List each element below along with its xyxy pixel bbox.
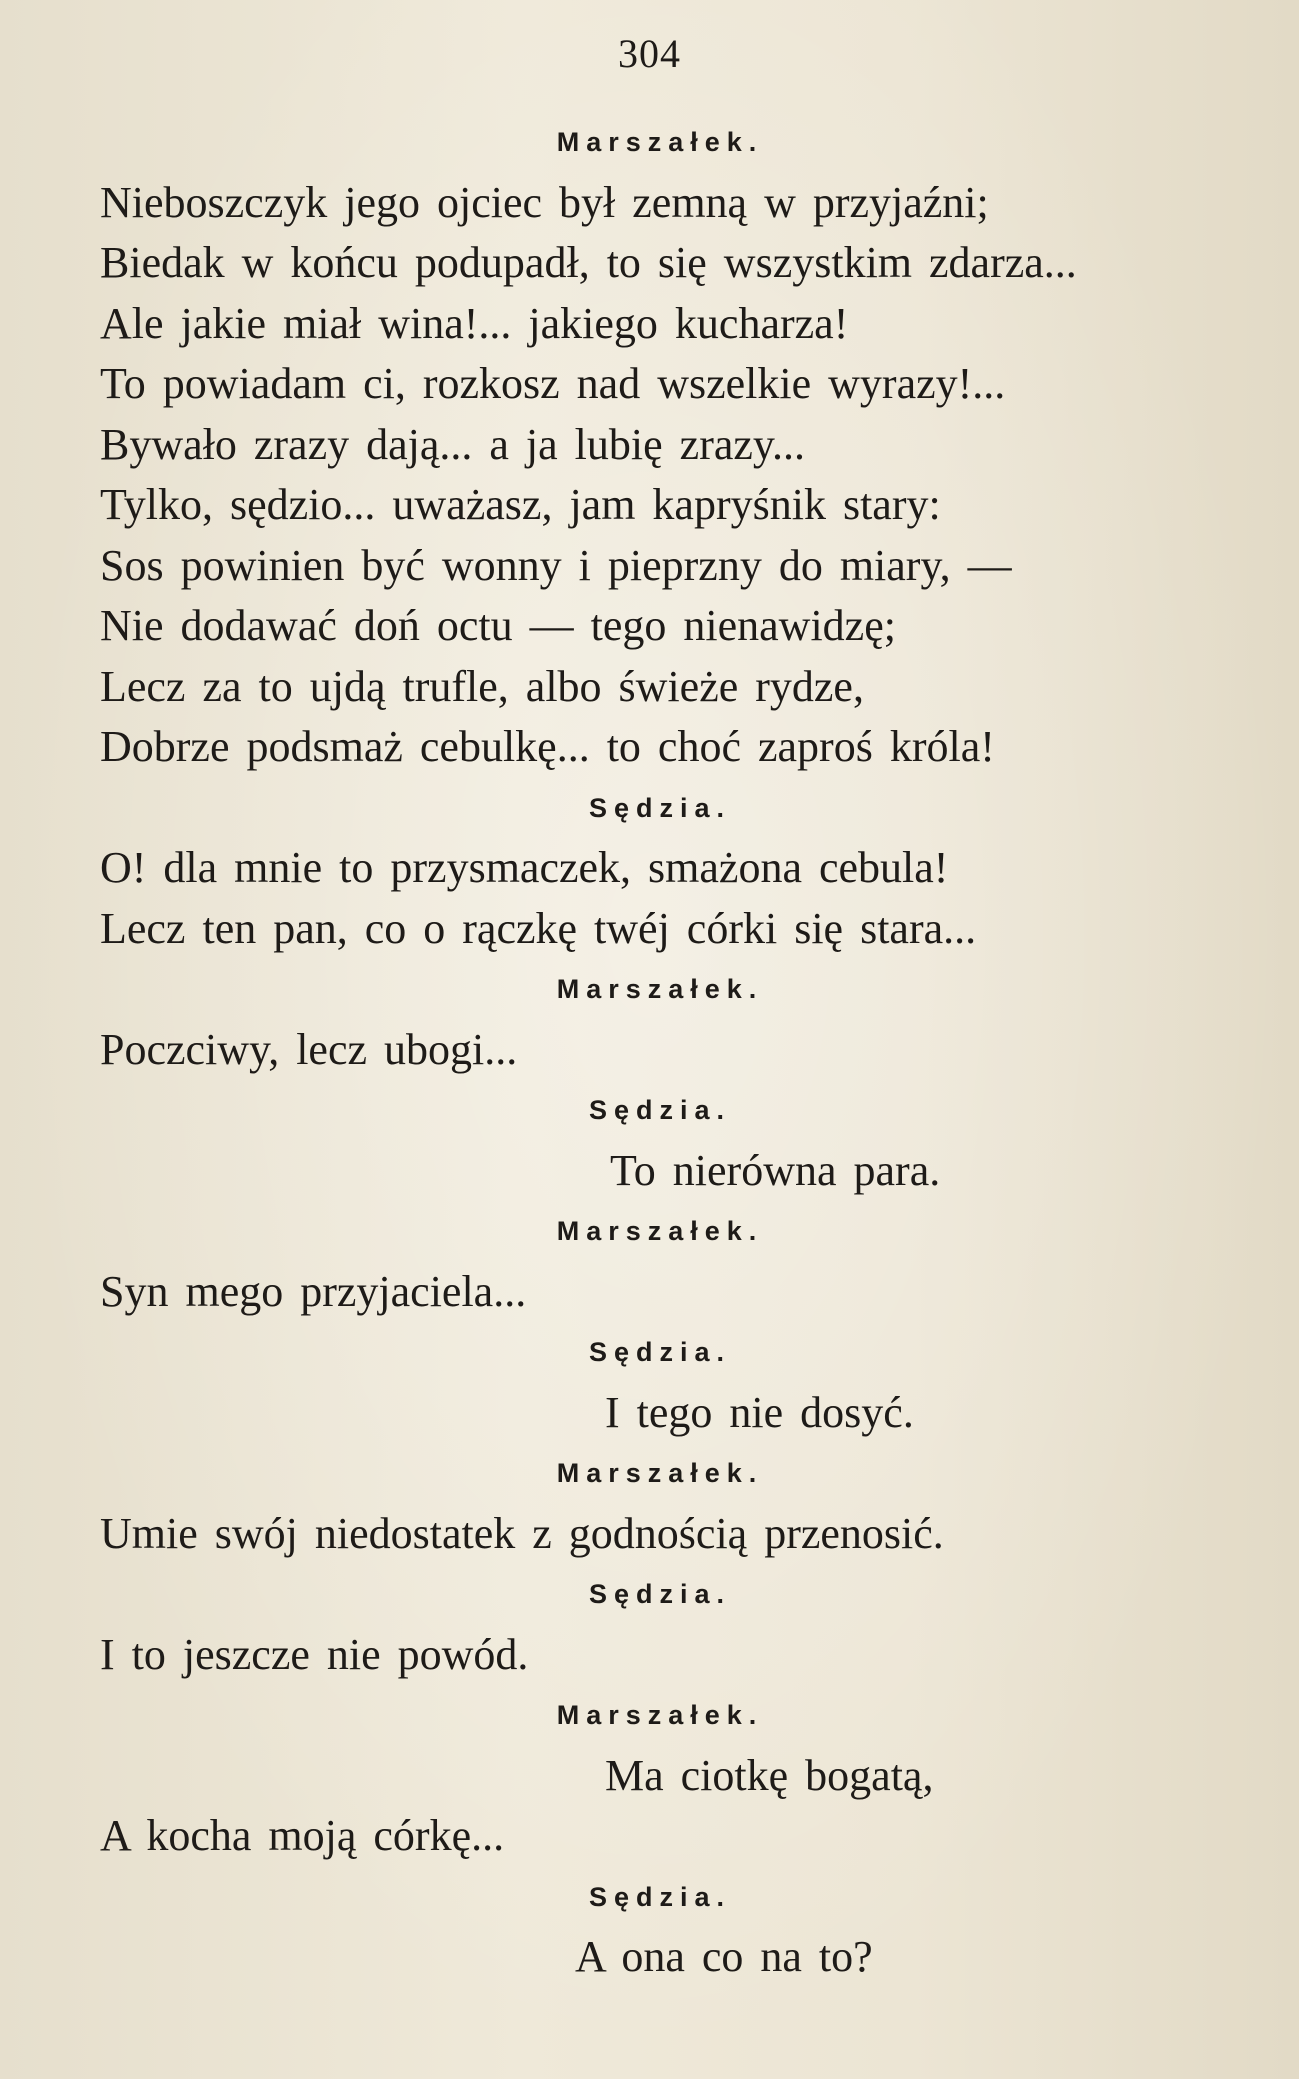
speaker-name: Marszałek. <box>556 1216 764 1246</box>
verse-line: To powiadam ci, rozkosz nad wszelkie wyrazy!... <box>100 359 1006 408</box>
speaker-name: Marszałek. <box>556 127 764 157</box>
drama-text <box>100 112 1260 1988</box>
speaker-name: Sędzia. <box>588 1881 732 1912</box>
verse-line: Syn mego przyjaciela... <box>100 1266 527 1316</box>
verse-line: A ona co na to? <box>575 1932 873 1981</box>
verse-line: To nierówna para. <box>610 1145 941 1195</box>
verse-line: Nieboszczyk jego ojciec był zemną w przyjaźni; <box>100 177 989 227</box>
verse-line: Tylko, sędzio... uważasz, jam kapryśnik stary: <box>100 480 941 529</box>
verse-line: Poczciwy, lecz ubogi... <box>100 1024 518 1074</box>
verse-line: Ma ciotkę bogatą, <box>605 1750 934 1800</box>
page-number: 304 <box>618 31 681 76</box>
verse-line: I to jeszcze nie powód. <box>100 1629 529 1679</box>
verse-line: Sos powinien być wonny i pieprzny do miary, — <box>100 540 1012 590</box>
verse-line: Ale jakie miał wina!... jakiego kucharza! <box>100 298 849 348</box>
verse-line: Lecz za to ujdą trufle, albo świeże rydze, <box>100 661 864 711</box>
speaker-name: Marszałek. <box>556 1458 764 1488</box>
verse-line: Umie swój niedostatek z godnością przenosić. <box>100 1508 944 1558</box>
verse-line: Nie dodawać doń octu — tego nienawidzę; <box>100 601 896 650</box>
verse-line: Bywało zrazy dają... a ja lubię zrazy... <box>100 419 806 469</box>
speaker-name: Marszałek. <box>556 1700 764 1730</box>
verse-line: Dobrze podsmaż cebulkę... to choć zaproś króla! <box>100 722 995 771</box>
verse-line: Lecz ten pan, co o rączkę twéj córki się stara... <box>100 903 977 953</box>
speaker-name: Sędzia. <box>588 1095 732 1125</box>
verse-line: O! dla mnie to przysmaczek, smażona cebula! <box>100 843 949 892</box>
verse-line: Biedak w końcu podupadł, to się wszystkim zdarza... <box>100 238 1077 287</box>
speaker-name: Marszałek. <box>556 974 764 1004</box>
verse-line: I tego nie dosyć. <box>605 1387 914 1437</box>
speaker-name: Sędzia. <box>588 1579 732 1609</box>
verse-line: A kocha moją córkę... <box>100 1811 505 1860</box>
speaker-name: Sędzia. <box>588 792 732 823</box>
speaker-name: Sędzia. <box>588 1337 732 1367</box>
